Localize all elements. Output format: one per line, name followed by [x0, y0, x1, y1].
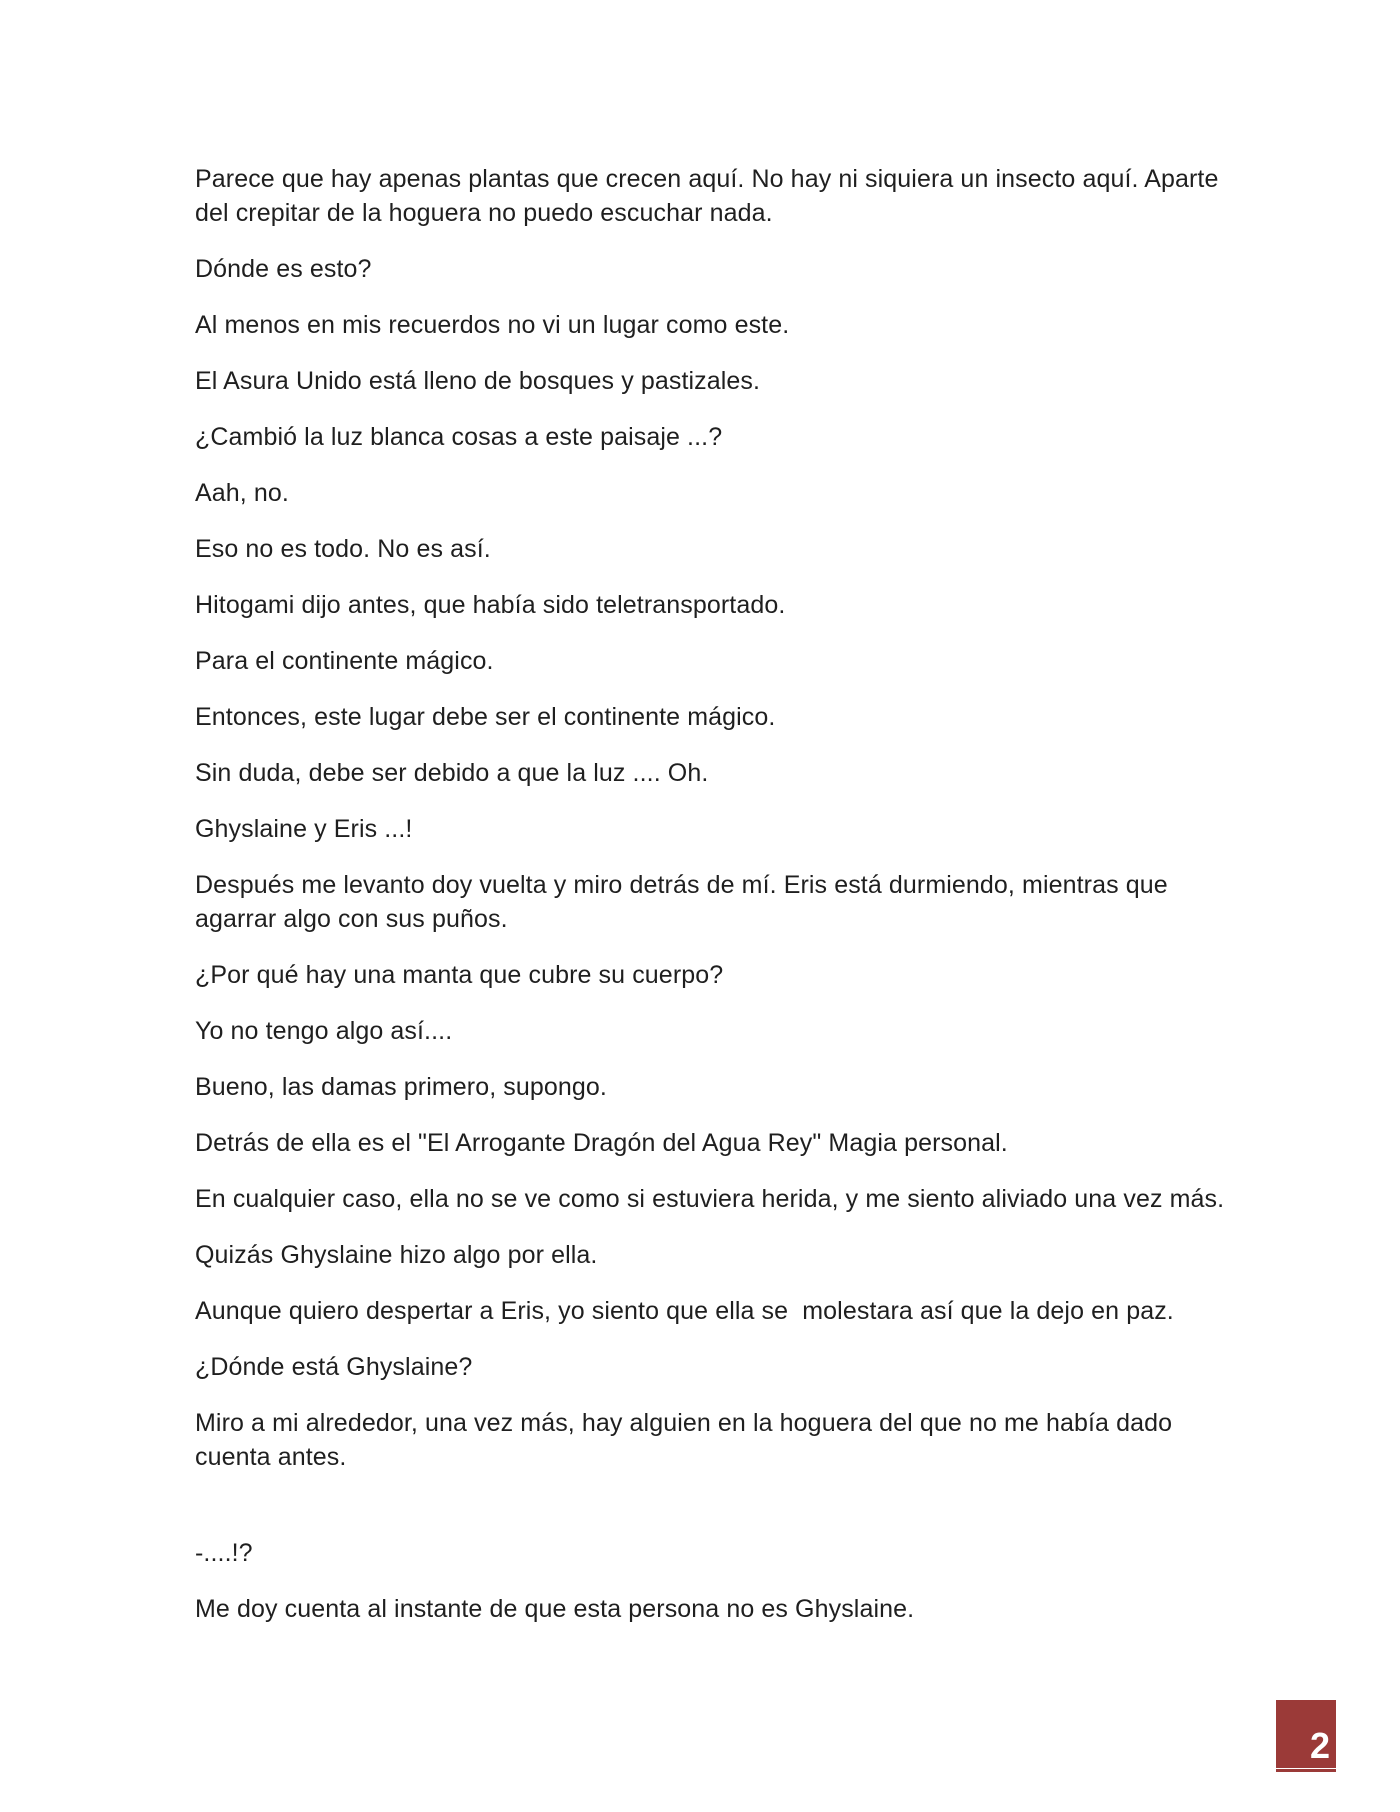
paragraph: Al menos en mis recuerdos no vi un lugar como este.	[195, 311, 790, 339]
paragraph: -....!?	[195, 1539, 253, 1567]
paragraph: En cualquier caso, ella no se ve como si estuviera herida, y me siento aliviado una vez más.	[195, 1185, 1225, 1213]
paragraph: Después me levanto doy vuelta y miro detrás de mí. Eris está durmiendo, mientras que agarrar algo con sus puños.	[195, 871, 1175, 933]
paragraph: El Asura Unido está lleno de bosques y pastizales.	[195, 367, 761, 395]
paragraph: Yo no tengo algo así....	[195, 1017, 453, 1045]
paragraph: Bueno, las damas primero, supongo.	[195, 1073, 607, 1101]
page-number-box	[1276, 1700, 1336, 1768]
paragraph: Hitogami dijo antes, que había sido teletransportado.	[195, 591, 786, 619]
paragraph: ¿Por qué hay una manta que cubre su cuerpo?	[195, 961, 724, 989]
paragraph: Me doy cuenta al instante de que esta persona no es Ghyslaine.	[195, 1595, 915, 1623]
paragraph: Para el continente mágico.	[195, 647, 494, 675]
paragraph: ¿Dónde está Ghyslaine?	[195, 1353, 473, 1381]
paragraph: Entonces, este lugar debe ser el continente mágico.	[195, 703, 776, 731]
paragraph: Ghyslaine y Eris ...!	[195, 815, 413, 843]
paragraph: Eso no es todo. No es así.	[195, 535, 491, 563]
page-number-underline	[1276, 1769, 1336, 1772]
paragraph: Parece que hay apenas plantas que crecen aquí. No hay ni siquiera un insecto aquí. Aparte del crepitar de la hoguera no puedo escuchar nada.	[195, 165, 1226, 227]
paragraph: Quizás Ghyslaine hizo algo por ella.	[195, 1241, 598, 1269]
paragraph: Miro a mi alrededor, una vez más, hay alguien en la hoguera del que no me había dado cuenta antes.	[195, 1409, 1180, 1471]
paragraph: ¿Cambió la luz blanca cosas a este paisaje ...?	[195, 423, 723, 451]
paragraph: Aah, no.	[195, 479, 289, 507]
paragraph: Detrás de ella es el "El Arrogante Dragón del Agua Rey" Magia personal.	[195, 1129, 1008, 1157]
paragraph: Sin duda, debe ser debido a que la luz .... Oh.	[195, 759, 709, 787]
body-text	[195, 162, 1235, 1648]
paragraph: Dónde es esto?	[195, 255, 372, 283]
paragraph: Aunque quiero despertar a Eris, yo siento que ella se molestara así que la dejo en paz.	[195, 1297, 1174, 1325]
page-number: 2	[1309, 1725, 1330, 1766]
